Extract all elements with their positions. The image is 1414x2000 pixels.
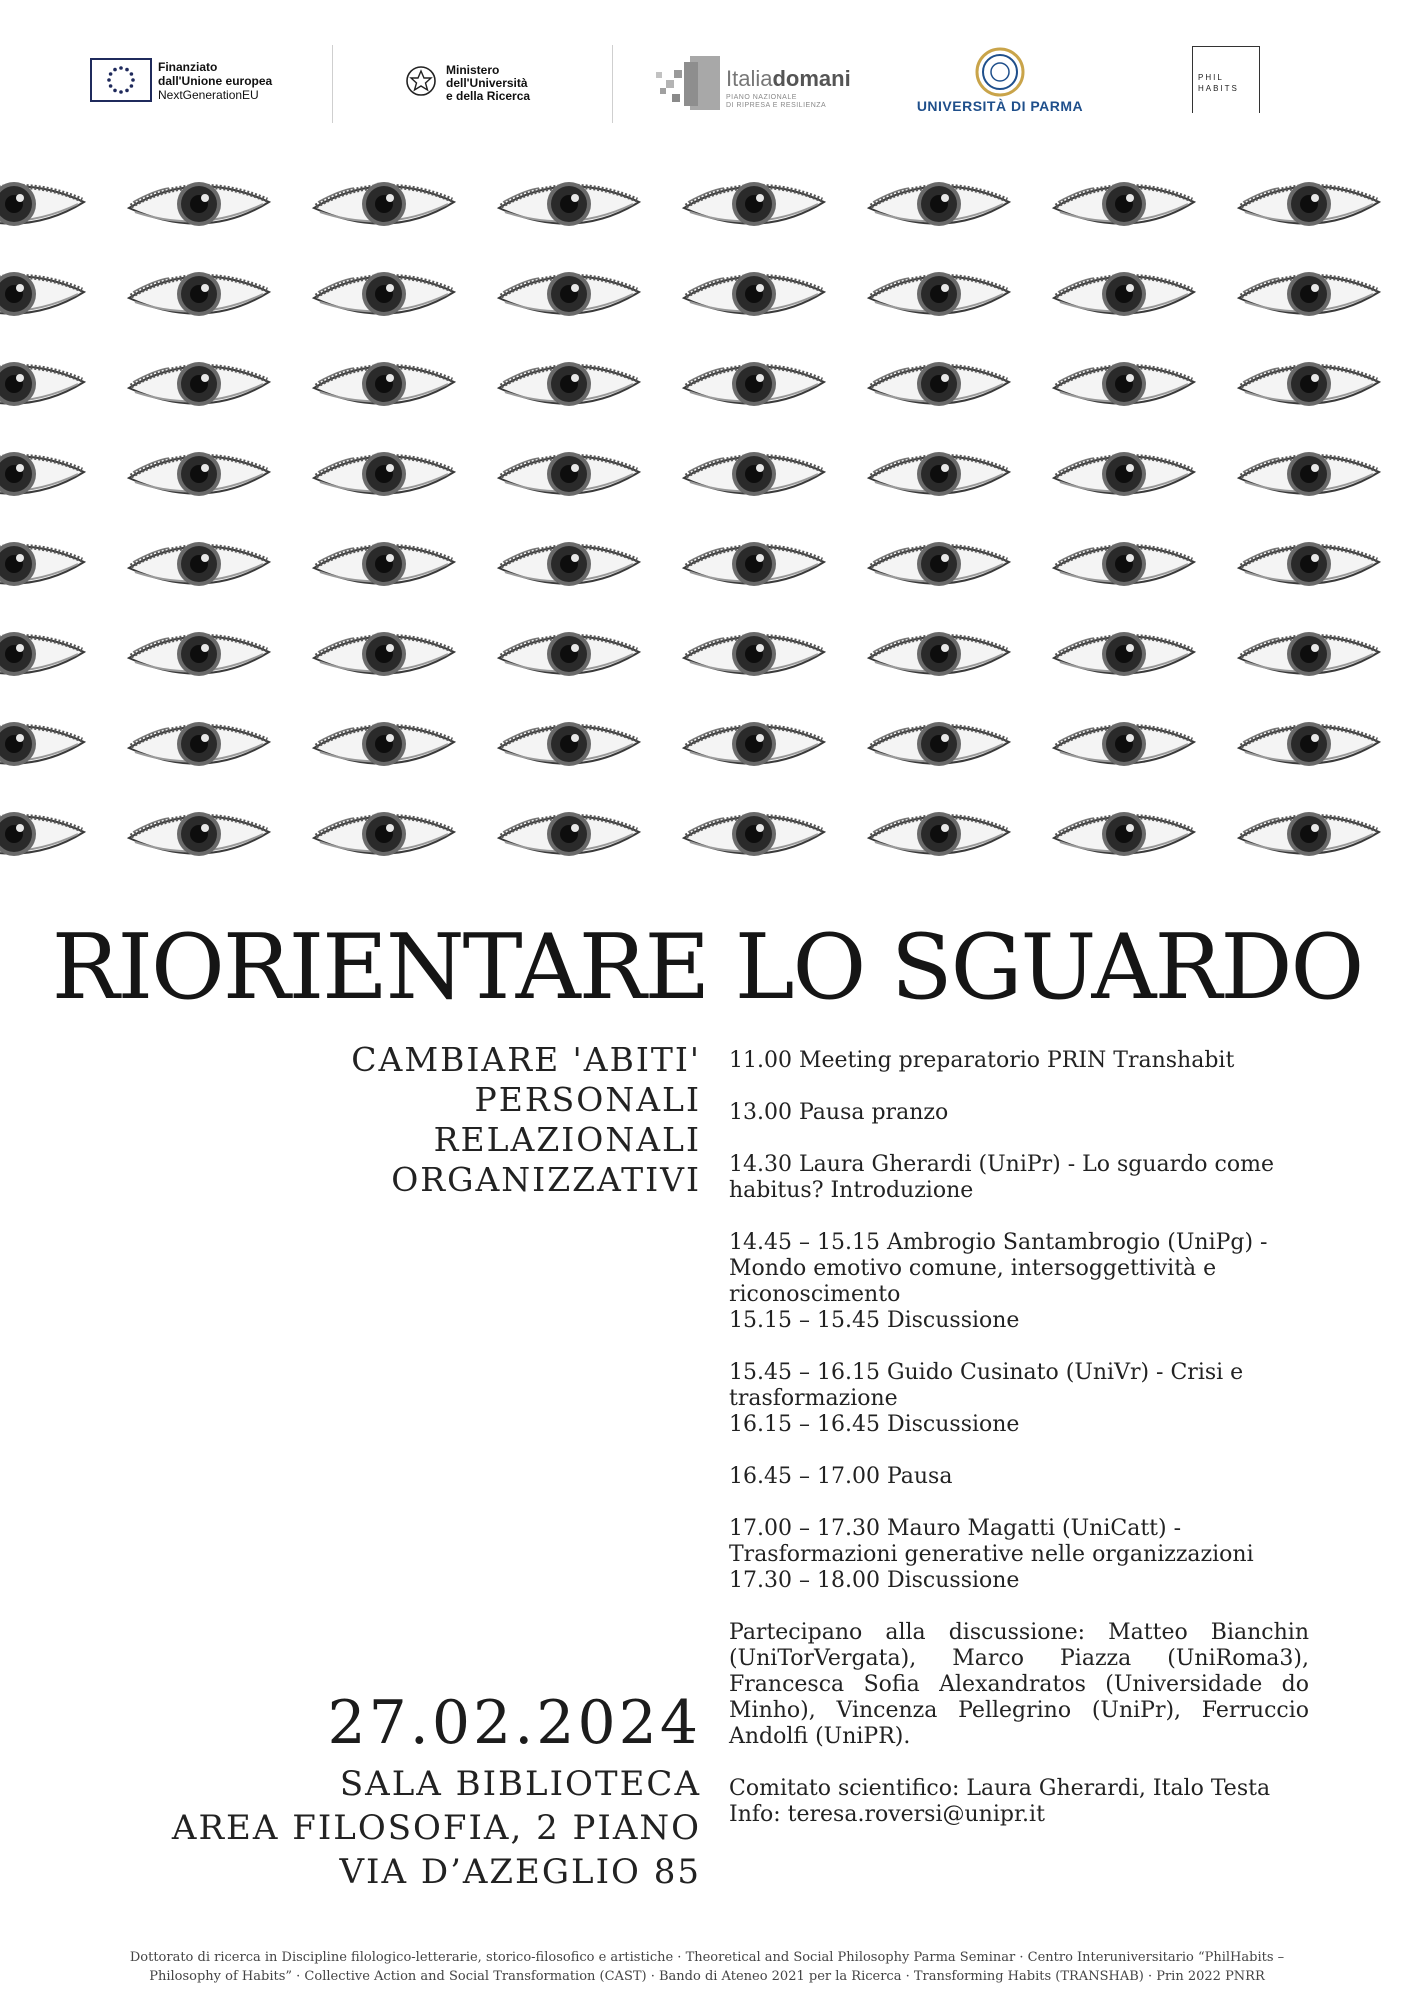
ministero-logo [404,40,564,130]
eye-icon [125,622,273,686]
pixel-mark-icon [654,52,722,118]
domani-word: domani [772,66,851,91]
subtitle-line: PERSONALI [474,1080,701,1119]
eu-line1: Finanziato [158,60,218,74]
eye-icon [1235,172,1383,236]
italiadomani-sub1: PIANO NAZIONALE [726,94,797,101]
logo-bar [0,40,1414,130]
eye-icon [310,622,458,686]
program-item [729,1516,1309,1594]
eye-icon [495,262,643,326]
venue-line: AREA FILOSOFIA, 2 PIANO [171,1808,701,1848]
program-line: 17.00 – 17.30 Mauro Magatti (UniCatt) - Trasformazioni generative nelle organizzazioni [729,1516,1254,1567]
eye-icon [310,442,458,506]
eye-icon [0,622,88,686]
eu-logo [90,40,310,130]
eye-icon [0,532,88,596]
eye-icon [495,172,643,236]
eye-icon [310,172,458,236]
eye-icon [125,712,273,776]
program-item [729,1100,1309,1126]
program-line: 14.30 Laura Gherardi (UniPr) - Lo sguardo come habitus? Introduzione [729,1152,1274,1203]
eye-icon [0,802,88,866]
eye-icon [1050,532,1198,596]
info-contact: Info: teresa.roversi@unipr.it [729,1802,1045,1827]
eye-icon [1050,262,1198,326]
eye-icon [1050,352,1198,416]
participants: Partecipano alla discussione: Matteo Bianchin (UniTorVergata), Marco Piazza (UniRoma3), Francesca Sofia Alexandratos (Universidade do Minho), Vincenza Pellegrino (UniPr), Ferruccio Andolfi (UniPR). [729,1620,1309,1749]
universita-name: UNIVERSITÀ DI PARMA [916,98,1084,114]
eye-icon [495,622,643,686]
eye-icon [680,442,828,506]
eye-icon [1235,622,1383,686]
eye-icon [680,712,828,776]
eye-icon [1235,712,1383,776]
eye-icon [495,352,643,416]
eye-icon [0,352,88,416]
subtitle-line: CAMBIARE 'ABITI' [351,1040,701,1079]
eye-icon [680,622,828,686]
eye-icon [680,172,828,236]
eye-icon [310,532,458,596]
event-date: 27.02.2024 [327,1688,701,1758]
ministero-line3: e della Ricerca [446,89,531,103]
eye-icon [865,352,1013,416]
eye-icon [125,352,273,416]
eye-icon [125,442,273,506]
eye-icon [125,802,273,866]
eye-icon [495,532,643,596]
eye-icon [0,262,88,326]
eye-icon [865,532,1013,596]
seal-icon [974,46,1026,102]
eu-line2: dall'Unione europea [158,74,273,88]
venue-line: VIA D’AZEGLIO 85 [339,1852,701,1892]
eye-icon [1050,622,1198,686]
program-line: 15.45 – 16.15 Guido Cusinato (UniVr) - Crisi e trasformazione [729,1360,1244,1411]
program-line: 16.45 – 17.00 Pausa [729,1464,953,1489]
italiadomani-logo [654,40,874,130]
logo-divider [332,45,333,123]
eye-icon [310,802,458,866]
venue-line: SALA BIBLIOTECA [339,1764,701,1804]
eye-icon [1050,172,1198,236]
eye-icon [1050,712,1198,776]
ministero-line1: Ministero [446,63,500,77]
program-line: 17.30 – 18.00 Discussione [729,1568,1020,1593]
eye-icon [495,802,643,866]
eye-icon [680,352,828,416]
philhabits-logo [1192,40,1262,130]
eu-line3: NextGenerationEU [158,88,259,102]
eye-icon [310,352,458,416]
ministero-line2: dell'Università [446,76,528,90]
event-venue [172,1762,701,1894]
eye-icon [125,532,273,596]
page-title: RIORIENTARE LO SGUARDO [51,915,1363,1020]
eye-icon [0,172,88,236]
eye-icon [865,262,1013,326]
eye-pattern [0,160,1414,860]
program [729,1048,1309,1828]
eye-icon [680,802,828,866]
program-item [729,1464,1309,1490]
eye-icon [1235,442,1383,506]
eye-icon [1235,352,1383,416]
eye-icon [0,712,88,776]
footer [20,1948,1394,1986]
eye-icon [495,712,643,776]
eye-icon [495,442,643,506]
program-item [729,1152,1309,1204]
eye-icon [310,262,458,326]
program-line: 15.15 – 15.45 Discussione [729,1308,1020,1333]
eye-icon [1050,802,1198,866]
subtitle [351,1040,701,1200]
eye-icon [125,262,273,326]
scientific-committee: Comitato scientifico: Laura Gherardi, Italo Testa [729,1776,1271,1801]
eye-icon [1235,532,1383,596]
program-line: 11.00 Meeting preparatorio PRIN Transhabit [729,1048,1235,1073]
program-item [729,1048,1309,1074]
eye-icon [1235,802,1383,866]
program-line: 16.15 – 16.45 Discussione [729,1412,1020,1437]
subtitle-line: ORGANIZZATIVI [391,1160,701,1199]
subtitle-line: RELAZIONALI [433,1120,701,1159]
philhabits-line1: PHIL [1198,73,1224,82]
eye-icon [865,622,1013,686]
program-item [729,1360,1309,1438]
eye-icon [0,442,88,506]
eu-flag-icon [90,58,152,102]
logo-divider [612,45,613,123]
eye-icon [865,172,1013,236]
universita-parma-logo [910,40,1090,130]
italiadomani-sub2: DI RIPRESA E RESILIENZA [726,102,827,109]
italia-word: Italia [726,66,773,91]
emblem-icon [404,62,438,104]
eye-icon [865,712,1013,776]
footer-line: Dottorato di ricerca in Discipline filologico-letterarie, storico-filosofico e artistiche · Theoretical and Social Philosophy Parma Seminar · Centro Interuniversitario “PhilHabits – [129,1950,1285,1965]
eye-icon [680,262,828,326]
eye-icon [865,802,1013,866]
program-line: 13.00 Pausa pranzo [729,1100,949,1125]
eye-icon [1235,262,1383,326]
eye-icon [1050,442,1198,506]
eye-icon [310,712,458,776]
program-line: 14.45 – 15.15 Ambrogio Santambrogio (UniPg) - Mondo emotivo comune, intersoggettività e riconoscimento [729,1230,1268,1307]
eye-icon [125,172,273,236]
eye-icon [865,442,1013,506]
footer-line: Philosophy of Habits” · Collective Action and Social Transformation (CAST) · Bando di Ateneo 2021 per la Ricerca · Transforming Habits (TRANSHAB) · Prin 2022 PNRR [149,1969,1265,1984]
eye-icon [680,532,828,596]
program-item [729,1230,1309,1334]
philhabits-line2: HABITS [1198,84,1239,93]
